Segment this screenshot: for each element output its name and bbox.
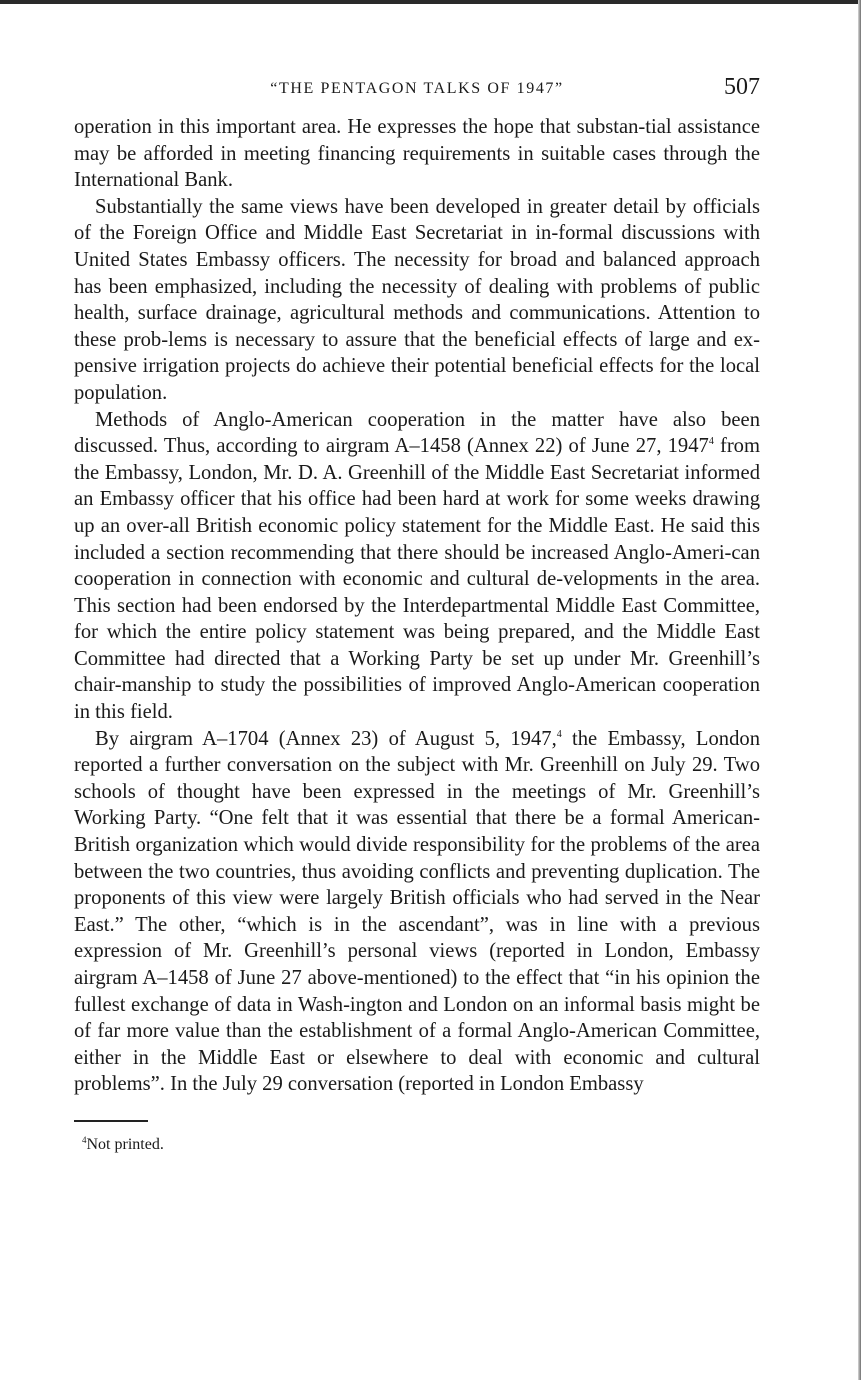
footnote-reference: 4 <box>708 436 714 448</box>
document-page <box>74 74 760 1154</box>
paragraph-text: operation in this important area. He expresses the hope that substan-tial assistance may be afforded in meeting financing requirements in suitable cases through the International Bank. <box>74 116 760 192</box>
paragraph-text: Substantially the same views have been developed in greater detail by officials of the Foreign Office and Middle East Secretariat in in-formal discussions with United States Embassy officers. The necessity for broad and balanced approach has been emphasized, including the necessity of dealing with problems of public health, surface drainage, agricultural methods and communications. Attention to these prob-lems is necessary to assure that the beneficial effects of large and ex-pensive irrigation projects do achieve their potential beneficial effects for the local population. <box>74 195 760 404</box>
body-text <box>74 114 760 1098</box>
running-head <box>74 74 760 108</box>
paragraph <box>74 194 760 407</box>
paragraph-text: Methods of Anglo-American cooperation in the matter have also been discussed. Thus, according to airgram A–1458 (Annex 22) of June 27, 1947 <box>74 408 760 458</box>
footnote-marker: 4 <box>82 1134 87 1145</box>
footnote-rule <box>74 1120 148 1122</box>
footnote <box>82 1136 760 1154</box>
paragraph-text: By airgram A–1704 (Annex 23) of August 5, 1947, <box>95 727 557 750</box>
paragraph <box>74 114 760 194</box>
paragraph <box>74 726 760 1098</box>
footnote-text: Not printed. <box>86 1135 164 1153</box>
page-number: 507 <box>724 74 760 100</box>
paragraph-text: the Embassy, London reported a further conversation on the subject with Mr. Greenhill on July 29. Two schools of thought have been expressed in the meetings of Mr. Greenhill’s Working Party. “One felt that it was essential that there be a formal American-British organization which would divide responsibility for the problems of the area between the two countries, thus avoiding conflicts and preventing duplication. The proponents of this view were largely British officials who had served in the Near East.” The other, “which is in the ascendant”, was in line with a previous expression of Mr. Greenhill’s personal views (reported in London, Embassy airgram A–1458 of June 27 above-mentioned) to the effect that “in his opinion the fullest exchange of data in Wash-ington and London on an informal basis might be of far more value than the establishment of a formal Anglo-American Committee, either in the Middle East or elsewhere to deal with economic and cultural problems”. In the July 29 conversation (reported in London Embassy <box>74 727 760 1096</box>
paragraph <box>74 407 760 726</box>
scan-edge-top <box>0 0 861 4</box>
paragraph-text: from the Embassy, London, Mr. D. A. Greenhill of the Middle East Secretariat informed an Embassy officer that his office had been hard at work for some weeks drawing up an over-all British economic policy statement for the Middle East. He said this included a section recommending that there should be increased Anglo-Ameri-can cooperation in connection with economic and cultural de-velopments in the area. This section had been endorsed by the Interdepartmental Middle East Committee, for which the entire policy statement was being prepared, and the Middle East Committee had directed that a Working Party be set up under Mr. Greenhill’s chair-manship to study the possibilities of improved Anglo-American cooperation in this field. <box>74 435 760 724</box>
running-title: “THE PENTAGON TALKS OF 1947” <box>270 80 564 97</box>
footnote-reference: 4 <box>556 728 562 740</box>
